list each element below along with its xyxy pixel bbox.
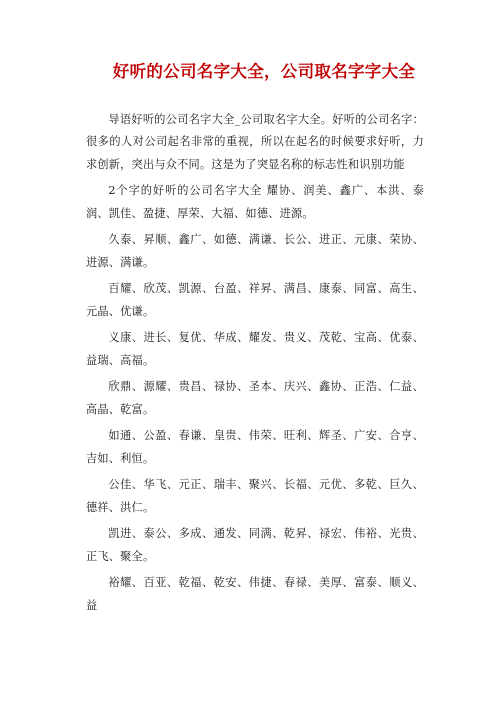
paragraph-names-6: 如通、公盈、春谦、皇贵、伟荣、旺利、辉圣、广安、合亨、吉如、利恒。: [86, 429, 424, 465]
paragraph-names-1: 2个字的好听的公司名字大全 耀协、润美、鑫广、本洪、泰润、凯佳、盈捷、厚荣、大福、如德、进源。: [86, 184, 424, 220]
paragraph-intro: 导语好听的公司名字大全_公司取名字大全。好听的公司名字：很多的人对公司起名非常的重视，所以在起名的时候要求好听，力求创新，突出与众不同。这是为了突显名称的标志性和识别功能: [86, 112, 424, 171]
document-title: 好听的公司名字大全，公司取名字字大全: [112, 62, 416, 81]
paragraph-names-4: 义康、进长、复优、华成、耀发、贵义、茂乾、宝高、优泰、益瑞、高福。: [86, 331, 424, 367]
paragraph-names-7: 公佳、华飞、元正、瑞丰、聚兴、长福、元优、多乾、巨久、德祥、洪仁。: [86, 478, 424, 514]
paragraph-names-2: 久泰、昇顺、鑫广、如德、满谦、长公、进正、元康、荣协、进源、满谦。: [86, 233, 424, 269]
paragraph-names-5: 欣鼎、源耀、贵昌、禄协、圣本、庆兴、鑫协、正浩、仁益、高晶、乾富。: [86, 380, 424, 416]
paragraph-names-9: 裕耀、百亚、乾福、乾安、伟捷、春禄、美厚、富泰、顺义、益: [86, 576, 424, 612]
paragraph-names-3: 百耀、欣茂、凯源、台盈、祥昇、满昌、康泰、同富、高生、元晶、优谦。: [86, 282, 424, 318]
document-body: [88, 109, 424, 618]
paragraph-names-8: 凯进、泰公、多成、通发、同满、乾昇、禄宏、伟裕、光贵、正飞、聚全。: [86, 527, 424, 563]
